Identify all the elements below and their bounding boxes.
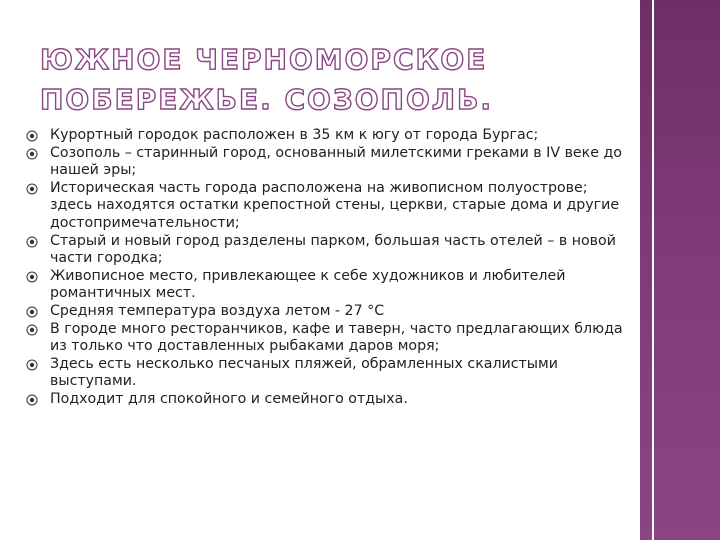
list-item <box>26 268 626 303</box>
circled-bullet-icon <box>26 130 38 142</box>
list-item <box>26 233 626 268</box>
circled-bullet-icon <box>26 148 38 160</box>
list-item-text: Курортный городок расположен в 35 км к югу от города Бургас; <box>50 127 539 143</box>
decorative-side-line <box>652 0 654 540</box>
list-item-text: В городе много ресторанчиков, кафе и таверн, часто предлагающих блюда из только что доставленных рыбаками даров моря; <box>50 320 623 355</box>
list-item-text: Историческая часть города расположена на живописном полуострове; здесь находятся остатки крепостной стены, церкви, старые дома и другие достопримечательности; <box>50 179 620 231</box>
circled-bullet-icon <box>26 236 38 248</box>
circled-bullet-icon <box>26 394 38 406</box>
list-item-text: Старый и новый город разделены парком, большая часть отелей – в новой части городка; <box>50 232 616 267</box>
list-item-text: Подходит для спокойного и семейного отдыха. <box>50 390 408 407</box>
circled-bullet-icon <box>26 306 38 318</box>
list-item <box>26 303 626 321</box>
list-item <box>26 356 626 391</box>
bullet-list <box>26 127 626 409</box>
list-item <box>26 321 626 356</box>
circled-bullet-icon <box>26 324 38 336</box>
list-item-text: Живописное место, привлекающее к себе художников и любителей романтичных мест. <box>50 267 566 302</box>
circled-bullet-icon <box>26 359 38 371</box>
list-item-text: Здесь есть несколько песчаных пляжей, обрамленных скалистыми выступами. <box>50 355 558 390</box>
list-item-text: Созополь – старинный город, основанный милетскими греками в IV веке до нашей эры; <box>50 144 622 179</box>
list-item <box>26 145 626 180</box>
circled-bullet-icon <box>26 183 38 195</box>
circled-bullet-icon <box>26 271 38 283</box>
list-item <box>26 391 626 409</box>
list-item <box>26 127 626 145</box>
list-item <box>26 180 626 233</box>
list-item-text: Средняя температура воздуха летом - 27 °С <box>50 302 385 319</box>
slide-title: ЮЖНОЕ ЧЕРНОМОРСКОЕ ПОБЕРЕЖЬЕ. СОЗОПОЛЬ. <box>40 43 493 116</box>
